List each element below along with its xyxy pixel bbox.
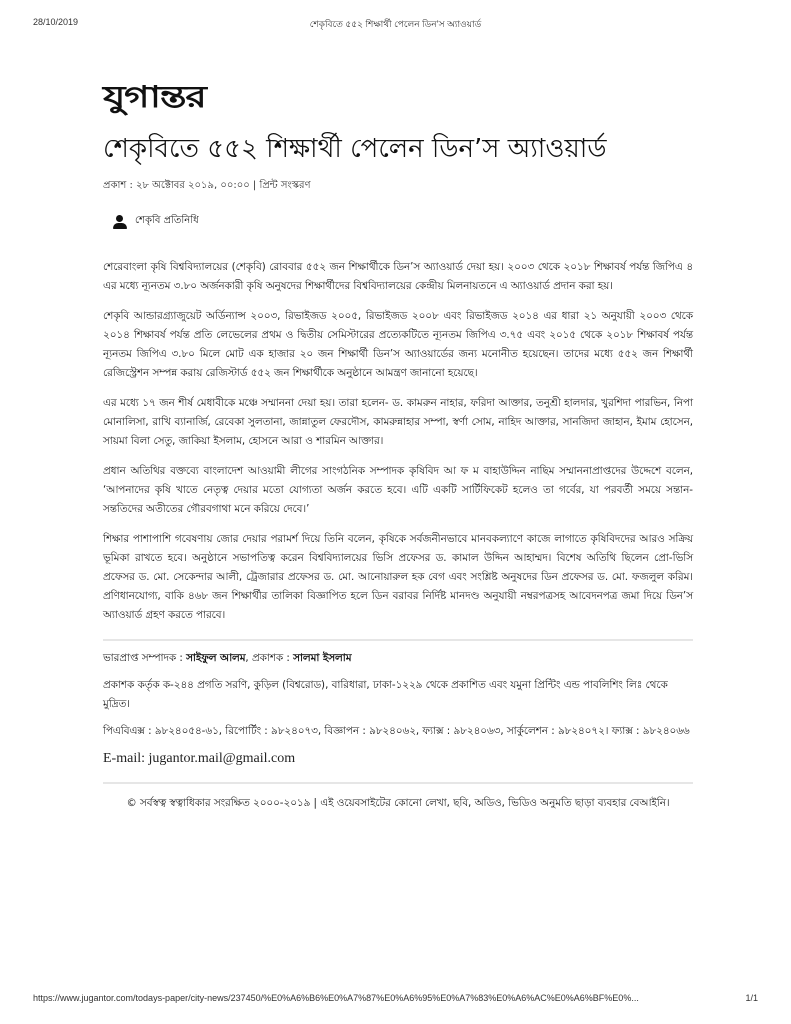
copyright: © সর্বস্বত্ব স্বত্বাধিকার সংরক্ষিত ২০০০-২০১৯ | এই ওয়েবসাইটের কোনো লেখা, ছবি, অডিও, ভিডিও অনুমতি ছাড়া ব্যবহার বেআইনি।: [126, 797, 670, 809]
paragraph: এর মধ্যে ১৭ জন শীর্ষ মেধাবীকে মঞ্চে সম্মাননা দেয়া হয়। তারা হলেন- ড. কামরুন নাহার, ফরিদা আক্তার, তনুশ্রী হালদার, খুরশিদা পারভিন, নিপা মোনালিসা, রাখি ব্যানার্জি, রেবেকা সুলতানা, জান্নাতুল ফেরদৌস, কামরুন্নাহার সম্পা, স্বর্ণা সোম, নাহিদ আক্তার, সানজিদা জাহান, ইমাম হোসেন, সায়মা বিলা সেতু, জাকিয়া ইসলাম, হোসনে আরা ও শারমিন আক্তার।: [103, 397, 693, 447]
page-number: 1/1: [745, 993, 758, 1003]
editor-label: ভারপ্রাপ্ত সম্পাদক :: [103, 652, 187, 664]
article-title: শেকৃবিতে ৫৫২ শিক্ষার্থী পেলেন ডিন’স অ্যাওয়ার্ড: [103, 134, 607, 164]
phone-numbers: পিএবিএক্স : ৯৮২৪০৫৪-৬১, রিপোর্টিং : ৯৮২৪০৭৩, বিজ্ঞাপন : ৯৮২৪০৬২, ফ্যাক্স : ৯৮২৪০৬৩, সার্কুলেশন : ৯৮২৪০৭২। ফ্যাক্স : ৯৮২৪০৬৬: [103, 725, 690, 737]
address: প্রকাশক কর্তৃক ক-২৪৪ প্রগতি সরণি, কুড়িল (বিশ্বরোড), বারিধারা, ঢাকা-১২২৯ থেকে প্রকাশিত এবং যমুনা প্রিন্টিং এন্ড পাবলিশিং লিঃ থেকে মুদ্রিত।: [103, 679, 668, 710]
paragraph: শেরেবাংলা কৃষি বিশ্ববিদ্যালয়ের (শেকৃবি) রোববার ৫৫২ জন শিক্ষার্থীকে ডিন’স অ্যাওয়ার্ড দেয়া হয়। ২০০৩ থেকে ২০১৮ শিক্ষাবর্ষ পর্যন্ত জিপিএ ৪ এর মধ্যে ন্যূনতম ৩.৮০ অর্জনকারী কৃষি অনুষদের শিক্ষার্থীদের বিশ্ববিদ্যালয়ের কেন্দ্রীয় মিলনায়তনে এ অ্যাওয়ার্ড প্রদান করা হয়।: [103, 261, 693, 292]
article-page: [103, 80, 693, 813]
email[interactable]: E-mail: jugantor.mail@gmail.com: [103, 751, 296, 766]
author-name: শেকৃবি প্রতিনিধি: [135, 215, 199, 226]
jugantor-logo[interactable]: যুগান্তর: [103, 80, 206, 115]
paragraph: প্রধান অতিথির বক্তব্যে বাংলাদেশ আওয়ামী লীগের সাংগঠনিক সম্পাদক কৃষিবিদ আ ফ ম বাহাউদ্দিন নাছিম সম্মাননাপ্রাপ্তদের উদ্দেশে বলেন, ‘আপনাদের কৃষি খাতে নেতৃত্ব দেয়ার মতো যোগ্যতা অর্জন করতে হবে। এটি একটি সার্টিফিকেট হলেও তা গর্বের, যা পরবর্তী সময়ে সন্তান-সন্ততিদের অতীতের গৌরবগাথা মনে করিয়ে দেবে।’: [103, 465, 693, 515]
divider: [103, 639, 693, 641]
editor-name: সাইফুল আলম: [186, 652, 246, 664]
user-icon: [113, 215, 127, 229]
author-line: [103, 213, 693, 230]
editor-line: [103, 649, 693, 668]
article-body: [103, 258, 693, 625]
print-title: শেকৃবিতে ৫৫২ শিক্ষার্থী পেলেন ডিন’স অ্যাওয়ার্ড: [309, 19, 482, 29]
publisher-name: সালমা ইসলাম: [293, 652, 352, 664]
site-footer: [103, 649, 693, 813]
divider: [103, 782, 693, 784]
print-url: https://www.jugantor.com/todays-paper/city-news/237450/%E0%A6%B6%E0%A7%87%E0%A6%95%E0%A7%83%E0%A6%AC%E0%A6%BF%E0%...: [33, 993, 639, 1003]
publisher-label: , প্রকাশক :: [245, 652, 294, 664]
publish-info: প্রকাশ : ২৮ অক্টোবর ২০১৯, ০০:০০ | প্রিন্ট সংস্করণ: [103, 180, 311, 191]
paragraph: শিক্ষার পাশাপাশি গবেষণায় জোর দেয়ার পরামর্শ দিয়ে তিনি বলেন, কৃষিকে সর্বজনীনভাবে মানবকল্যাণে কাজে লাগাতে কৃষিবিদদের আরও সক্রিয় ভূমিকা রাখতে হবে। অনুষ্ঠানে সভাপতিত্ব করেন বিশ্ববিদ্যালয়ের ভিসি প্রফেসর ড. কামাল উদ্দিন আহাম্মদ। বিশেষ অতিথি ছিলেন প্রো-ভিসি প্রফেসর ড. মো. সেকেন্দার আলী, ট্রেজারার প্রফেসর ড. মো. আনোয়ারুল হক বেগ এবং সংশ্লিষ্ট অনুষদের ডিন প্রফেসর ড. মো. ফজলুল করিম। প্রণিধানযোগ্য, বাকি ৪৬৮ জন শিক্ষার্থীর তালিকা বিজ্ঞাপিত হলে ডিন বরাবর নির্দিষ্ট মানদণ্ড অনুযায়ী নম্বরপত্রসহ আবেদনপত্র জমা দিয়ে ডিন’স অ্যাওয়ার্ড গ্রহণ করতে পারবে।: [103, 533, 693, 621]
print-date: 28/10/2019: [33, 17, 79, 27]
paragraph: শেকৃবি আন্ডারগ্র্যাজুয়েট অর্ডিন্যান্স ২০০৩, রিভাইজড ২০০৫, রিভাইজড ২০০৮ এবং রিভাইজড ২০১৪ এর ধারা ২১ অনুযায়ী ২০০৩ থেকে ২০১৪ শিক্ষাবর্ষ পর্যন্ত প্রতি লেভেলের প্রথম ও দ্বিতীয় সেমিস্টারের প্রত্যেকটিতে ন্যূনতম জিপিএ ৩.৭৫ এবং ২০১৫ থেকে ২০১৮ শিক্ষাবর্ষ পর্যন্ত ন্যূনতম জিপিএ ৩.৮০ মিলে মোট এক হাজার ২০ জন শিক্ষার্থী ডিন’স অ্যাওয়ার্ডের জন্য মনোনীত হয়েছেন। তাদের মধ্যে ৫৫২ জন শিক্ষার্থী রেজিস্ট্রেশন সম্পন্ন করায় রেজিস্টার্ড ৫৫২ জন শিক্ষার্থীকে অনুষ্ঠানে আমন্ত্রণ জানানো হয়েছে।: [103, 310, 693, 379]
